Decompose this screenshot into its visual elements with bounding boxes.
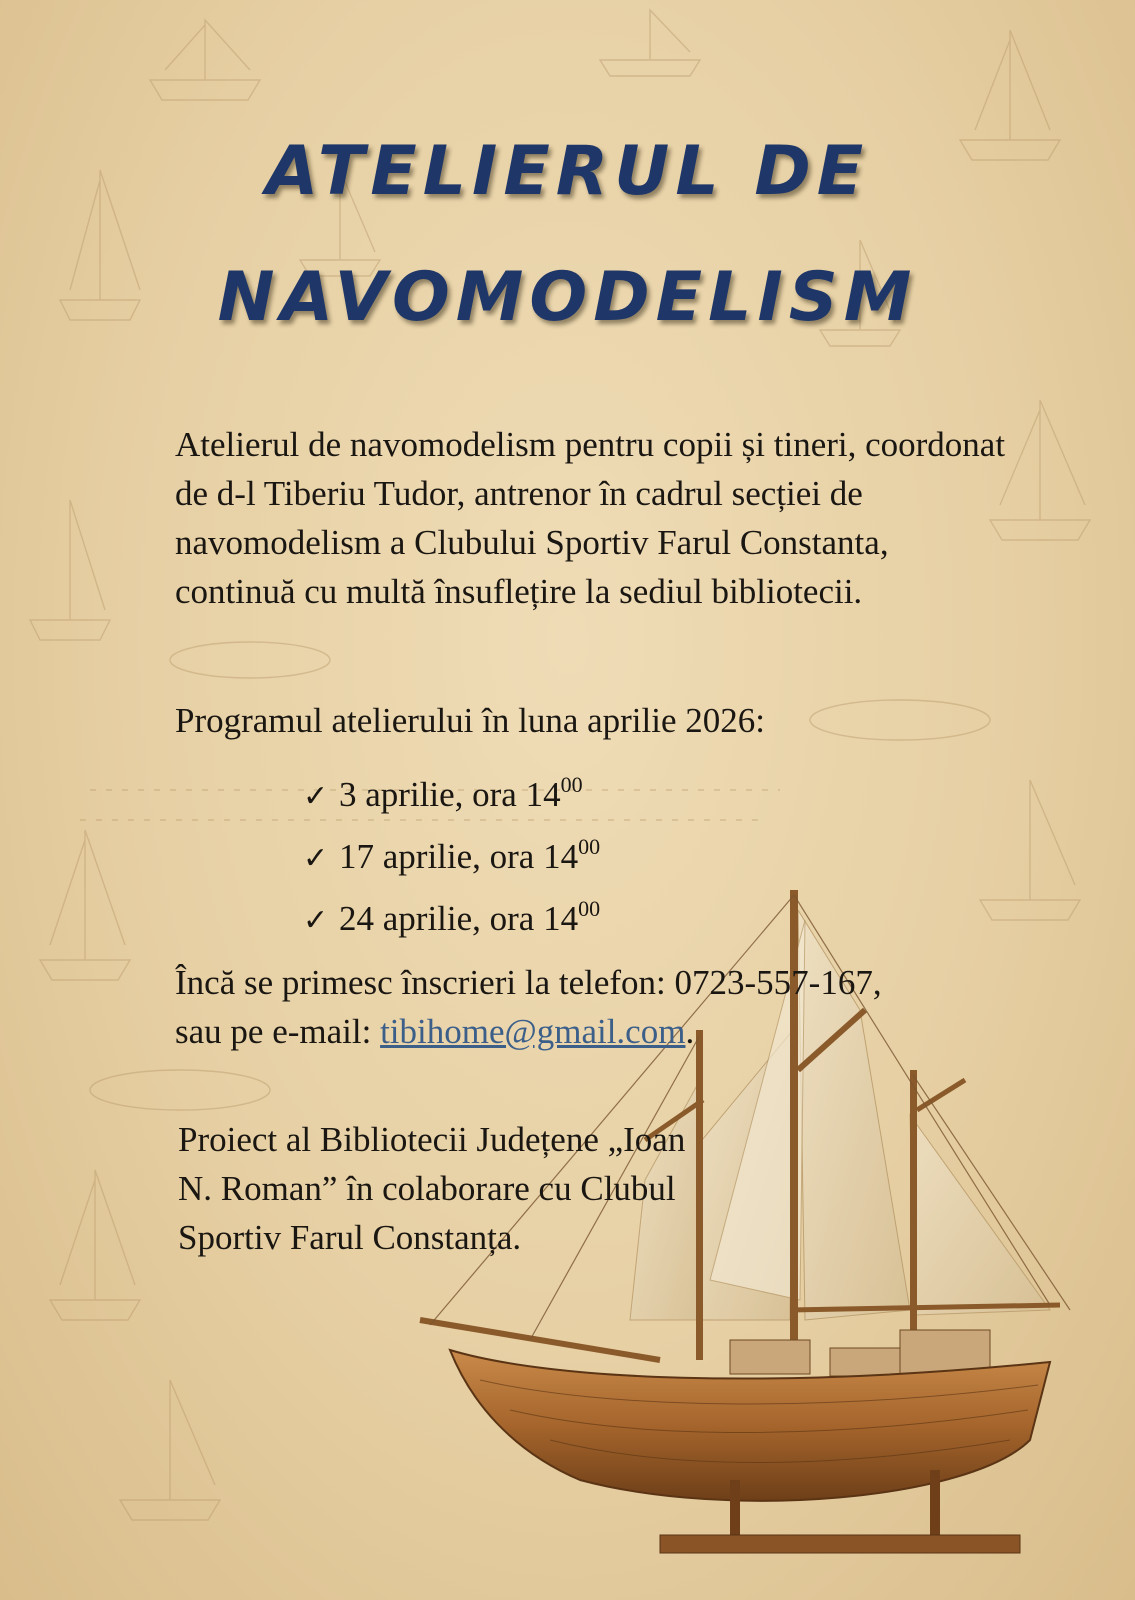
schedule-date: 3 aprilie, ora 14 xyxy=(339,775,561,814)
email-link[interactable]: tibihome@gmail.com xyxy=(380,1012,686,1051)
check-icon: ✓ xyxy=(303,903,329,938)
check-icon: ✓ xyxy=(303,779,329,814)
contact-email-suffix: . xyxy=(685,1012,695,1051)
title-line-2: NAVOMODELISM xyxy=(217,258,918,337)
contact-paragraph xyxy=(175,958,1055,1056)
title-line-1: ATELIERUL DE xyxy=(265,132,870,211)
schedule-minutes: 00 xyxy=(578,896,601,921)
schedule-item xyxy=(303,884,600,946)
intro-paragraph: Atelierul de navomodelism pentru copii și tineri, coordonat de d-l Tiberiu Tudor, antrenor în cadrul secției de navomodelism a Clubului Sportiv Farul Constanta, continuă cu multă însuflețire la sediul bibliotecii. xyxy=(175,425,1006,611)
check-icon: ✓ xyxy=(303,841,329,876)
schedule-list xyxy=(303,760,600,946)
program-heading: Programul atelierului în luna aprilie 2026: xyxy=(175,701,765,740)
schedule-minutes: 00 xyxy=(560,772,583,797)
schedule-item xyxy=(303,822,600,884)
project-paragraph: Proiect al Bibliotecii Județene „Ioan N. Roman” în colaborare cu Clubul Sportiv Farul Constanța. xyxy=(178,1120,686,1257)
schedule-minutes: 00 xyxy=(578,834,601,859)
schedule-item xyxy=(303,760,600,822)
contact-email-prefix: sau pe e-mail: xyxy=(175,1012,381,1051)
contact-phone-text: Încă se primesc înscrieri la telefon: 0723-557-167, xyxy=(175,963,882,1002)
schedule-date: 24 aprilie, ora 14 xyxy=(339,899,579,938)
schedule-date: 17 aprilie, ora 14 xyxy=(339,837,579,876)
